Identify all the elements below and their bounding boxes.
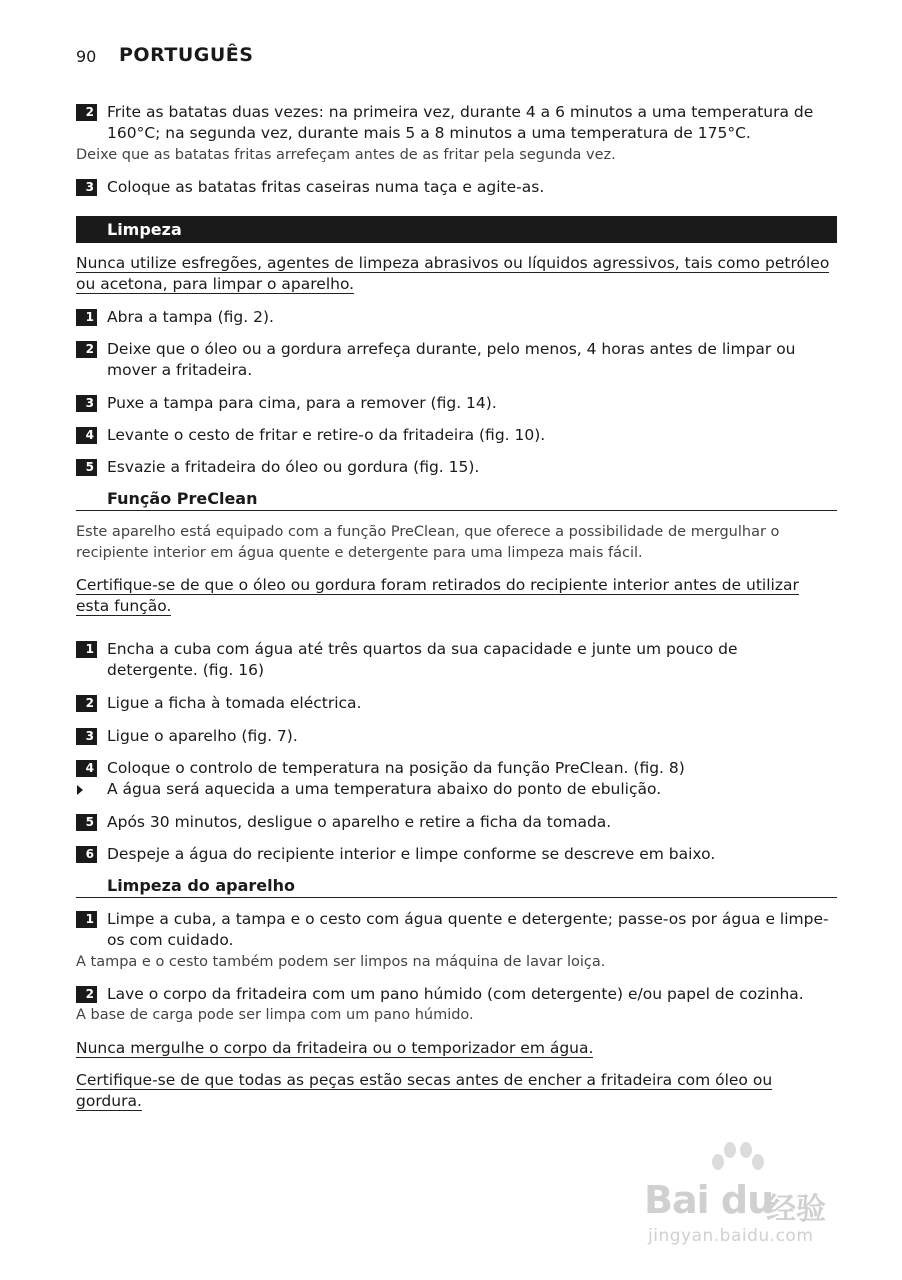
- page-title: PORTUGUÊS: [119, 44, 254, 66]
- step-text: Ligue a ficha à tomada eléctrica.: [107, 694, 362, 712]
- step-text: Limpe a cuba, a tampa e o cesto com água quente e detergente; passe-os por água e limpe-os com cuidado.: [107, 910, 829, 949]
- warning-text: esta função.: [76, 597, 172, 615]
- aparelho-step-2: [76, 984, 846, 1005]
- step-text: Puxe a tampa para cima, para a remover (fig. 14).: [107, 394, 497, 412]
- aparelho-warning-2-line-1: [76, 1070, 772, 1091]
- subheading-limpeza-aparelho: [76, 876, 837, 898]
- baidu-watermark: [644, 1140, 844, 1250]
- aparelho-step-2-note: A base de carga pode ser limpa com um pano húmido.: [76, 1007, 474, 1023]
- subheading-preclean: [76, 489, 837, 511]
- step-number-badge: 5: [76, 459, 97, 476]
- warning-text: Nunca utilize esfregões, agentes de limpeza abrasivos ou líquidos agressivos, tais como petróleo: [76, 254, 830, 272]
- preclean-note: Este aparelho está equipado com a função PreClean, que oferece a possibilidade de mergulhar o recipiente interior em água quente e detergente para uma limpeza mais fácil.: [76, 524, 780, 561]
- limpeza-step-4: [76, 425, 846, 446]
- step-text: Levante o cesto de fritar e retire-o da fritadeira (fig. 10).: [107, 426, 546, 444]
- step-number-badge: 2: [76, 986, 97, 1003]
- step-text: Coloque o controlo de temperatura na posição da função PreClean. (fig. 8): [107, 759, 685, 777]
- warning-text: Certifique-se de que todas as peças estão secas antes de encher a fritadeira com óleo ou: [76, 1071, 773, 1089]
- preclean-step-2: [76, 693, 846, 714]
- step-number-badge: 2: [76, 104, 97, 121]
- step-number-badge: 4: [76, 427, 97, 444]
- step-number-badge: 5: [76, 814, 97, 831]
- intro-step-2: [76, 102, 846, 144]
- bullet-arrow-icon: [77, 785, 83, 795]
- section-header-limpeza: [76, 216, 837, 243]
- subheading-text: Limpeza do aparelho: [107, 876, 296, 895]
- limpeza-warning-line-2: [76, 274, 354, 295]
- preclean-step-6: [76, 844, 846, 865]
- aparelho-step-1: [76, 909, 846, 951]
- step-number-badge: 6: [76, 846, 97, 863]
- limpeza-warning-line-1: [76, 253, 829, 274]
- warning-text: Nunca mergulhe o corpo da fritadeira ou o temporizador em água.: [76, 1039, 594, 1057]
- watermark-url: jingyan.baidu.com: [648, 1226, 814, 1246]
- step-number-badge: 1: [76, 641, 97, 658]
- limpeza-step-3: [76, 393, 846, 414]
- step-text: Encha a cuba com água até três quartos da sua capacidade e junte um pouco de detergente. (fig. 16): [107, 640, 738, 679]
- step-number-badge: 1: [76, 309, 97, 326]
- paw-icon: [708, 1140, 768, 1180]
- step-text: Despeje a água do recipiente interior e limpe conforme se descreve em baixo.: [107, 845, 716, 863]
- aparelho-step-1-note: A tampa e o cesto também podem ser limpos na máquina de lavar loiça.: [76, 954, 606, 970]
- step-text: Coloque as batatas fritas caseiras numa taça e agite-as.: [107, 178, 545, 196]
- step-number-badge: 3: [76, 728, 97, 745]
- subheading-text: Função PreClean: [107, 489, 258, 508]
- preclean-step-1: [76, 639, 776, 681]
- preclean-step-5: [76, 812, 846, 833]
- step-number-badge: 3: [76, 179, 97, 196]
- step-text: Deixe que o óleo ou a gordura arrefeça durante, pelo menos, 4 horas antes de limpar ou mover a fritadeira.: [107, 340, 796, 379]
- preclean-step-3: [76, 726, 846, 747]
- limpeza-step-5: [76, 457, 846, 478]
- step-text: Frite as batatas duas vezes: na primeira vez, durante 4 a 6 minutos a uma temperatura de 160°C; na segunda vez, durante mais 5 a 8 minutos a uma temperatura de 175°C.: [107, 103, 814, 142]
- warning-text: Certifique-se de que o óleo ou gordura foram retirados do recipiente interior antes de utilizar: [76, 576, 799, 594]
- step-text: Abra a tampa (fig. 2).: [107, 308, 274, 326]
- aparelho-warning-1: [76, 1038, 593, 1059]
- preclean-warning-line-1: [76, 575, 799, 596]
- watermark-brand-cn: 经验: [766, 1192, 826, 1227]
- step-text: Lave o corpo da fritadeira com um pano húmido (com detergente) e/ou papel de cozinha.: [107, 985, 804, 1003]
- step-number-badge: 1: [76, 911, 97, 928]
- step-number-badge: 2: [76, 341, 97, 358]
- step-number-badge: 4: [76, 760, 97, 777]
- intro-step-2-note: Deixe que as batatas fritas arrefeçam antes de as fritar pela segunda vez.: [76, 147, 616, 163]
- page-number: 90: [76, 47, 97, 66]
- bullet-text: A água será aquecida a uma temperatura abaixo do ponto de ebulição.: [107, 780, 662, 798]
- limpeza-step-2: [76, 339, 846, 381]
- step-text: Esvazie a fritadeira do óleo ou gordura (fig. 15).: [107, 458, 480, 476]
- warning-text: gordura.: [76, 1092, 142, 1110]
- step-number-badge: 3: [76, 395, 97, 412]
- intro-step-3: [76, 177, 846, 198]
- step-text: Após 30 minutos, desligue o aparelho e retire a ficha da tomada.: [107, 813, 612, 831]
- watermark-brand: Bai du: [644, 1178, 774, 1222]
- aparelho-warning-2-line-2: [76, 1091, 142, 1112]
- limpeza-step-1: [76, 307, 846, 328]
- step-text: Ligue o aparelho (fig. 7).: [107, 727, 298, 745]
- preclean-step-4: [76, 758, 846, 779]
- section-title: Limpeza: [107, 220, 182, 239]
- preclean-bullet: [76, 779, 846, 800]
- warning-text: ou acetona, para limpar o aparelho.: [76, 275, 355, 293]
- step-number-badge: 2: [76, 695, 97, 712]
- preclean-warning-line-2: [76, 596, 171, 617]
